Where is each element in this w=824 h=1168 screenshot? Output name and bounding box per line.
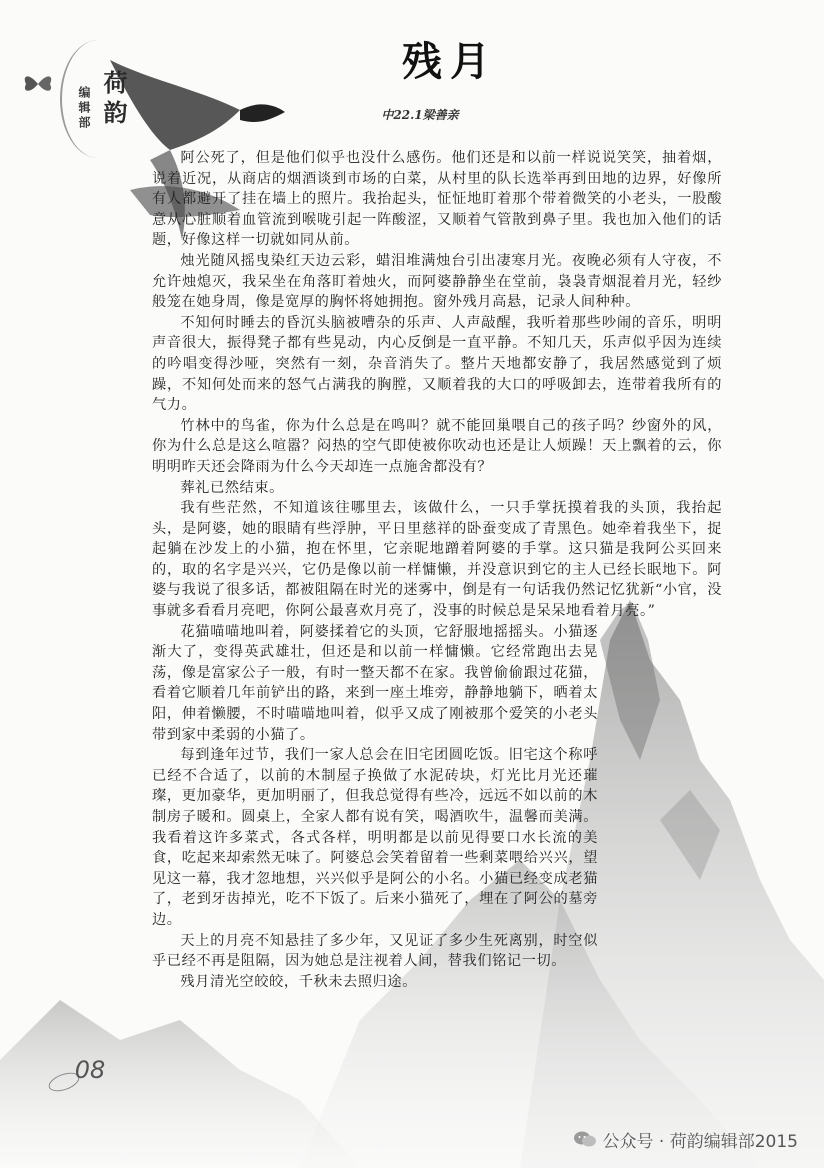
butterfly-icon — [20, 66, 56, 102]
wechat-icon — [573, 1130, 597, 1148]
article-author: 中22.1梁善亲 — [381, 108, 459, 122]
article-paragraph: 花猫喵喵地叫着，阿婆揉着它的头顶，它舒服地摇摇头。小猫逐渐大了，变得英武雄壮，但还是和以前一样慵懒。它经常跑出去晃荡，像是富家公子一般，有时一整天都不在家。我曾偷偷跟过花猫，看着它顺着几年前铲出的路，来到一座土堆旁，静静地躺下，晒着太阳，伸着懒腰，不时喵喵地叫着，似乎又成了刚被那个爱笑的小老头带到家中柔弱的小猫了。 — [152, 623, 598, 743]
article-title: 残月 — [402, 38, 498, 85]
article-paragraph: 残月清光空皎皎，千秋未去照归途。 — [180, 973, 417, 990]
article-paragraph: 葬礼已然结束。 — [180, 479, 284, 496]
article-body — [152, 148, 722, 992]
wechat-watermark — [573, 1126, 798, 1152]
article-paragraph: 每到逢年过节，我们一家人总会在旧宅团圆吃饭。旧宅这个称呼已经不合适了，以前的木制屋子换做了水泥砖块，灯光比月光还璀璨，更加豪华，更加明丽了，但我总觉得有些冷，远远不如以前的木制房子暖和。圆桌上，全家人都有说有笑，喝酒吹牛，温馨而美满。我看着这许多菜式，各式各样，明明都是以前见得要口水长流的美食，吃起来却索然无味了。阿婆总会笑着留着一些剩菜喂给兴兴，望见这一幕，我才忽地想，兴兴似乎是阿公的小名。小猫已经变成老猫了，老到牙齿掉光，吃不下饭了。后来小猫死了，埋在了阿公的墓旁边。 — [152, 747, 598, 928]
page-number: 08 — [74, 1056, 106, 1084]
article-paragraph: 竹林中的鸟雀，你为什么总是在鸣叫？就不能回巢喂自己的孩子吗？纱窗外的风，你为什么总是这么喧嚣？闷热的空气即使被你吹动也还是让人烦躁！天上飘着的云，你明明昨天还会降雨为什么今天却连一点施舍都没有？ — [152, 417, 722, 475]
emblem-subtitle: 编辑部 — [77, 86, 91, 131]
article-paragraph: 不知何时睡去的昏沉头脑被嘈杂的乐声、人声敲醒，我听着那些吵闹的音乐，明明声音很大，振得凳子都有些晃动，内心反倒是一直平静。不知几天，乐声似乎因为连续的吟唱变得沙哑，突然有一刻，杂音消失了。整片天地都安静了，我居然感觉到了烦躁，不知何处而来的怒气占满我的胸膛，又顺着我的大口的呼吸卸去，连带着我所有的气力。 — [152, 314, 722, 414]
watermark-text: 公众号 · 荷韵编辑部2015 — [602, 1131, 798, 1152]
article-paragraph: 我有些茫然，不知道该往哪里去，该做什么，一只手掌抚摸着我的头顶，我抬起头，是阿婆，她的眼睛有些浮肿，平日里慈祥的卧蚕变成了青黑色。她牵着我坐下，捉起躺在沙发上的小猫，抱在怀里，它亲昵地蹭着阿婆的手掌。这只猫是我阿公买回来的，取的名字是兴兴，它仍是像以前一样慵懒，并没意识到它的主人已经长眠地下。阿婆与我说了很多话，都被阻隔在时光的迷雾中，倒是有一句话我仍然记忆犹新“小官，没事就多看看月亮吧，你阿公最喜欢月亮了，没事的时候总是呆呆地看着月亮。” — [152, 500, 722, 620]
article-paragraph: 烛光随风摇曳染红天边云彩，蜡泪堆满烛台引出凄寒月光。夜晚必须有人守夜，不允许烛熄灭，我呆坐在角落盯着烛火，而阿婆静静坐在堂前，袅袅青烟混着月光，轻纱般笼在她身周，像是宽厚的胸怀将她拥抱。窗外残月高悬，记录人间种种。 — [152, 252, 722, 311]
emblem-title: 荷韵 — [99, 70, 128, 130]
article-paragraph: 阿公死了，但是他们似乎也没什么感伤。他们还是和以前一样说说笑笑，抽着烟，说着近况，从商店的烟酒谈到市场的白菜，从村里的队长选举再到田地的边界，好像所有人都避开了挂在墙上的照片。我抬起头，怔怔地盯着那个带着微笑的小老头，一股酸意从心脏顺着血管流到喉咙引起一阵酸涩，又顺着气管散到鼻子里。我也加入他们的话题，好像这样一切就如同从前。 — [152, 150, 722, 249]
article-paragraph: 天上的月亮不知悬挂了多少年，又见证了多少生死离别，时空似乎已经不再是阻隔，因为她总是注视着人间，替我们铭记一切。 — [152, 932, 598, 970]
